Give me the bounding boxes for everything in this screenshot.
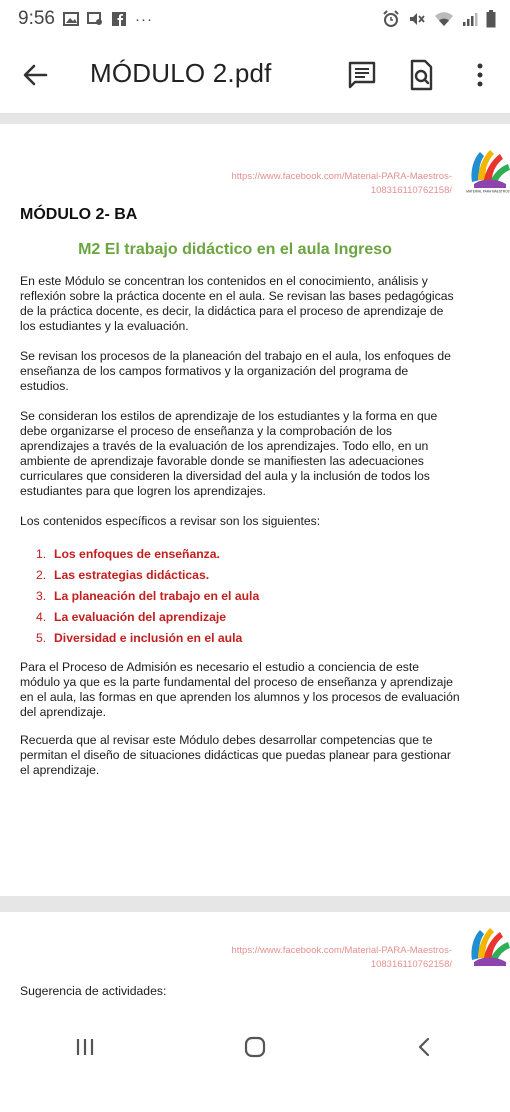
list-item: 2. Las estrategias didácticas. [36,568,210,582]
pdf-viewer[interactable] [0,114,510,1016]
back-arrow-icon[interactable] [20,60,50,90]
mute-icon [408,10,426,28]
material-para-maestros-logo [466,142,510,194]
paragraph-reminder: Recuerda que al revisar este Módulo debes desarrollar competencias que te permitan el diseño de situaciones didácticas que puedas planear para gestionar el aprendizaje. [20,733,451,778]
home-icon [243,1035,267,1059]
module-heading: M2 El trabajo didáctico en el aula Ingreso [78,241,392,258]
facebook-link-line1[interactable]: https://www.facebook.com/Material-PARA-Maestros- [231,171,452,182]
cast-icon [87,12,103,26]
facebook-link-line2[interactable]: 108316110762158/ [370,959,452,970]
status-overflow: ··· [134,10,153,28]
status-bar [0,0,510,38]
pdf-page-2 [0,912,510,1112]
more-vert-icon[interactable] [463,58,497,92]
back-button[interactable] [405,1027,445,1067]
paragraph-intro: En este Módulo se concentran los contenidos en el conocimiento, análisis y reflexión sobre la práctica docente en el aula. Se revisan las bases pedagógicas de la práctica docente, es decir, la didáctica para el proceso de aprendizaje de los estudiantes y la evaluación. [20,274,454,334]
status-time: 9:56 [18,8,55,29]
facebook-link[interactable] [231,944,452,972]
paragraph-planning: Se revisan los procesos de la planeación del trabajo en el aula, los enfoques de enseñanza de los campos formativos y la organización del programa de estudios. [20,349,451,394]
document-title: MÓDULO 2.pdf [90,58,272,88]
facebook-link[interactable] [231,170,452,198]
pdf-page-1 [0,124,510,896]
activities-heading: Sugerencia de actividades: [20,984,167,998]
paragraph-admission: Para el Proceso de Admisión es necesario el estudio a conciencia de este módulo ya que es la parte fundamental del proceso de enseñanza y aprendizaje en el aula, las formas en que aprenden los alumnos y los procesos de evaluación del aprendizaje. [20,660,460,720]
document-heading: MÓDULO 2- BA [20,206,138,223]
recents-icon [74,1036,96,1058]
comment-icon[interactable] [345,58,379,92]
recents-button[interactable] [65,1027,105,1067]
list-item: 5. Diversidad e inclusión en el aula [36,631,243,645]
paragraph-contents-intro: Los contenidos específicos a revisar son los siguientes: [20,514,321,528]
image-icon [63,12,79,26]
battery-icon [486,10,496,28]
back-icon [414,1036,436,1058]
paragraph-learning-styles: Se consideran los estilos de aprendizaje de los estudiantes y la forma en que debe organizarse el proceso de enseñanza y la comprobación de los aprendizajes a través de la evaluación de los aprendizajes. Todo ello, en un ambiente de aprendizaje favorable donde se manifiesten las adecuaciones curriculares que consideren la diversidad del aula y la inclusión de todos los estudiantes para que logren los aprendizajes. [20,409,438,499]
system-nav-bar [0,1016,510,1077]
logo-caption: MATERIAL PARA MAESTROS [466,189,510,194]
wifi-icon [434,11,454,27]
signal-icon [462,11,478,27]
alarm-icon [382,10,400,28]
status-left [18,8,153,30]
facebook-icon [111,12,127,26]
facebook-link-line1[interactable]: https://www.facebook.com/Material-PARA-Maestros- [231,945,452,956]
material-para-maestros-logo [466,920,510,972]
list-item: 3. La planeación del trabajo en el aula [36,589,260,603]
topics-list [36,544,259,649]
status-right [382,10,496,28]
search-document-icon[interactable] [404,58,438,92]
list-item: 1. Los enfoques de enseñanza. [36,547,220,561]
home-button[interactable] [235,1027,275,1067]
facebook-link-line2[interactable]: 108316110762158/ [370,185,452,196]
app-bar [0,38,510,114]
list-item: 4. La evaluación del aprendizaje [36,610,227,624]
